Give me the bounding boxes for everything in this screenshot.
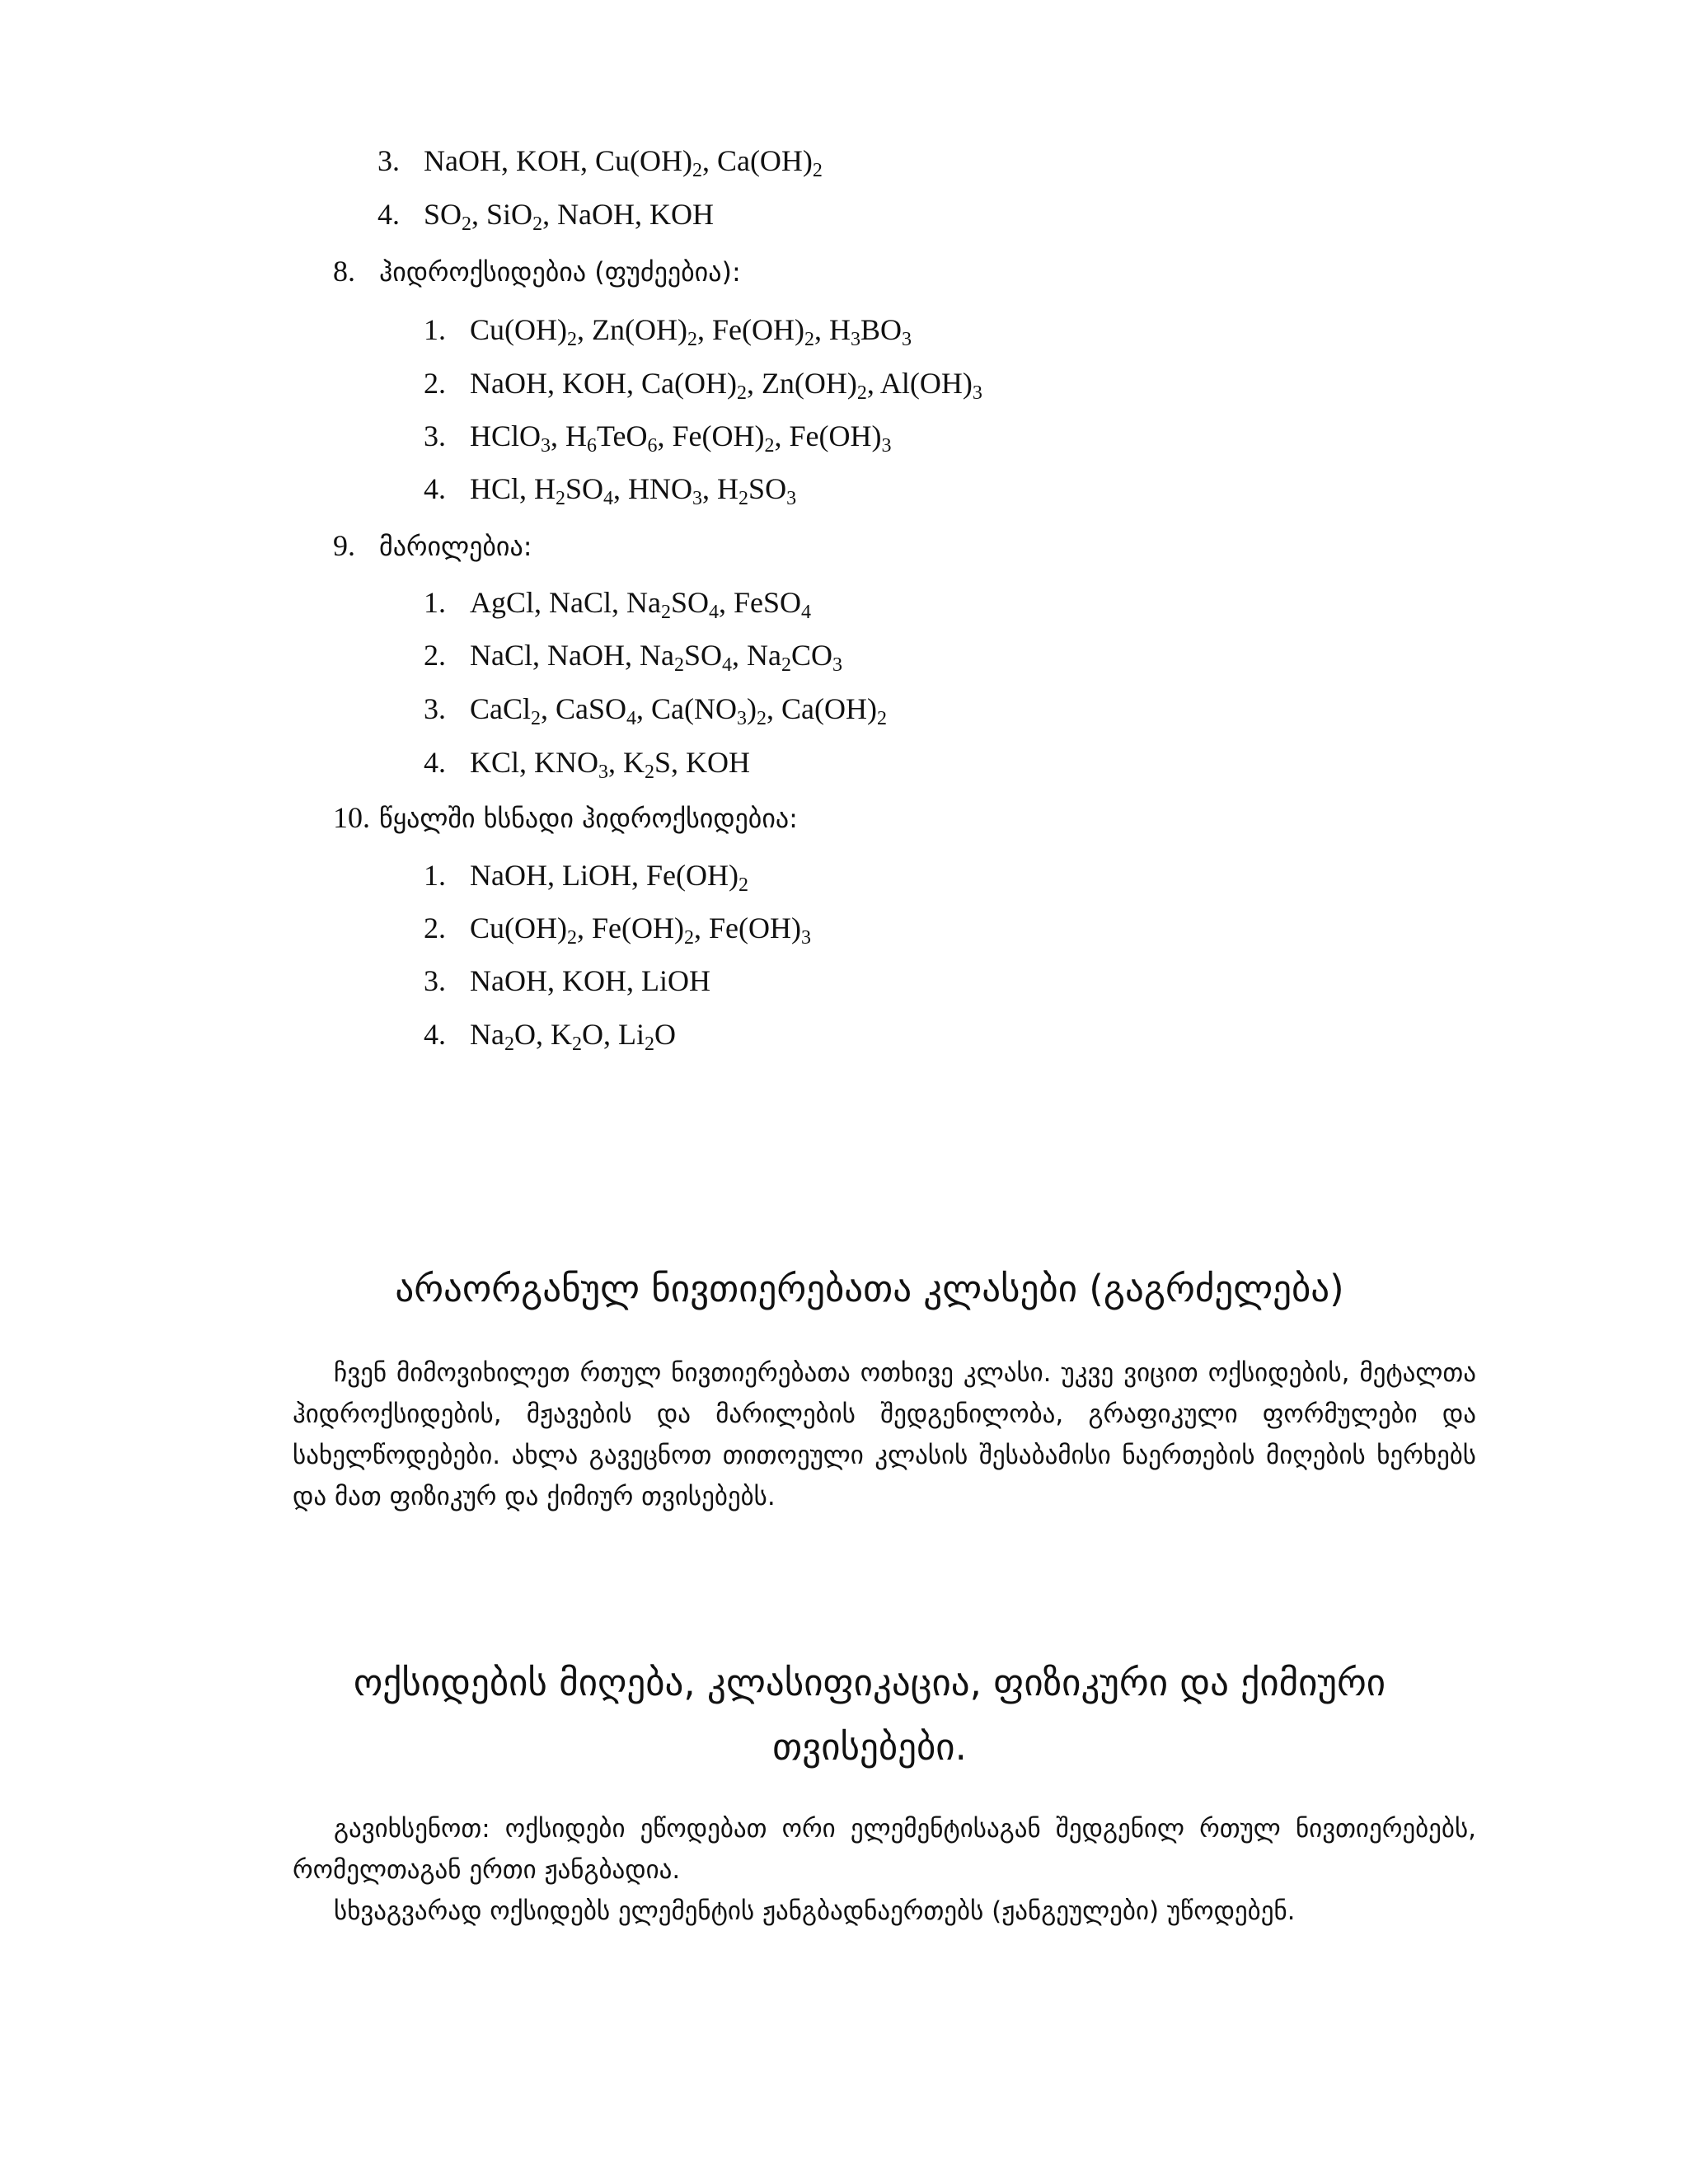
formula-text: HClO [470,419,542,452]
subscript: 2 [736,382,747,404]
section-2-paragraph-1: გავიხსენოთ: ოქსიდები ეწოდებათ ორი ელემენტისაგან შედგენილ რთულ ნივთიერებებს, რომელთაგან ერთი ჟანგბადია. [293,1814,1476,1885]
formula-text: CO [790,639,832,672]
section-2-paragraphs [293,1808,1476,1932]
subscript: 2 [645,762,655,783]
subscript: 2 [531,708,542,729]
section-2-title: ოქსიდების მიღება, კლასიფიკაცია, ფიზიკური და ქიმიური თვისებები. [353,1661,1386,1769]
subscript: 2 [532,213,543,235]
formula-text: AgCl, NaCl, Na [470,586,661,619]
q8-option-4: 4. HCl, $H_2SO_4$, $HNO_3$, $H_2SO_3$ [424,472,797,509]
formula-text: , Ca(NO [636,692,738,725]
formula-text: , Al(OH) [866,367,973,400]
q10-option-4: 4. $Na_2O$, $K_2O$, $Li_2O$ [424,1018,676,1055]
subscript: 3 [832,654,842,676]
subscript: 2 [804,329,814,350]
formula-text: , K [608,746,645,779]
q8-option-3: 3. HClO$_3$, $H_6TeO_6$, $Fe(OH)_2$, $Fe(OH)_3$ [424,419,892,457]
subscript: 3 [598,762,609,783]
question-9: 9. მარილებია: [333,529,532,562]
subscript: 2 [876,708,887,729]
subscript: 2 [462,213,472,235]
formula-text: , Na [731,639,781,672]
subscript: 3 [541,435,551,457]
formula-text: , Fe(OH) [774,419,882,452]
q7-option-3: 3. NaOH, KOH, $Cu(OH)_2$, $Ca(OH)_2$ [377,144,823,181]
subscript: 2 [556,488,566,509]
formula-text: O, K [513,1018,572,1051]
formula-text: NaOH, KOH, Ca(OH) [470,367,737,400]
q9-option-1: 1. AgCl, NaCl, $Na_2SO_4$, FeSO$_4$ [424,586,812,623]
q10-option-3: 3. NaOH, KOH, LiOH [424,964,710,997]
subscript: 4 [626,708,637,729]
formula-text: SO [748,472,787,505]
formula-text: , Zn(OH) [746,367,857,400]
formula-text: SO [424,198,462,231]
subscript: 2 [781,654,791,676]
subscript: 3 [737,708,748,729]
formula-text: BO [860,313,902,346]
section-1-paragraph: ჩვენ მიმოვიხილეთ რთულ ნივთიერებათა ოთხივე კლასი. უკვე ვიცით ოქსიდების, მეტალთა ჰიდროქსიდების, მჟავების და მარილების შედგენილობა, გრაფიკული ფორმულები და სახელწოდებები. ახლა გავეცნოთ თითოეული კლასის შესაბამისი ნაერთების მიღების ხერხებს და მათ ფიზიკურ და ქიმიურ თვისებებს. [293,1358,1476,1511]
q8-option-2: 2. NaOH, KOH, $Ca(OH)_2$, $Zn(OH)_2$, $Al(OH)_3$ [424,367,982,404]
formula-text: , HNO [613,472,693,505]
subscript: 6 [587,435,598,457]
subscript: 2 [856,382,867,404]
section-1-title: არაორგანულ ნივთიერებათა კლასები (გაგრძელება) [395,1267,1344,1310]
formula-text: , Ca(OH) [701,144,813,177]
subscript: 6 [647,435,658,457]
formula-text: ) [747,692,757,725]
subscript: 2 [660,602,671,623]
formula-text: , Ca(OH) [767,692,877,725]
q9-option-4: 4. KCl, $KNO_3$, $K_2S$, KOH [424,746,751,783]
subscript: 2 [687,329,697,350]
formula-text: NaCl, NaOH, Na [470,639,674,672]
formula-text: , H [702,472,739,505]
formula-text: NaOH, KOH, LiOH [470,964,710,997]
q9-option-2: 2. NaCl, NaOH, $Na_2SO_4$, $Na_2CO_3$ [424,639,842,676]
formula-text: , Fe(OH) [696,313,804,346]
subscript: 2 [571,1033,582,1055]
subscript: 2 [738,874,748,896]
q10-option-2: 2. $Cu(OH)_2$, $Fe(OH)_2$, $Fe(OH)_3$ [424,912,811,949]
formula-text: HCl, H [470,472,556,505]
subscript: 2 [673,654,684,676]
formula-text: , Fe(OH) [576,912,684,944]
section-2-paragraph-2: სხვაგვარად ოქსიდებს ელემენტის ჟანგბადნაერთებს (ჟანგეულები) უწოდებენ. [334,1896,1296,1926]
subscript: 3 [850,329,860,350]
formula-text: , NaOH, KOH [542,198,715,231]
subscript: 2 [566,329,577,350]
formula-text: TeO [597,419,648,452]
formula-text: SO [670,586,710,619]
formula-text: , Zn(OH) [576,313,687,346]
subscript: 3 [800,927,811,949]
subscript: 2 [644,1033,654,1055]
formula-text: SO [683,639,722,672]
q9-option-3: 3. CaCl$_2$, CaSO$_4$, $Ca(NO_3)_2$, $Ca(OH)_2$ [424,692,887,729]
subscript: 4 [709,602,720,623]
formula-text: , H [551,419,588,452]
formula-text: S, KOH [654,746,751,779]
formula-text: KCl, KNO [470,746,599,779]
formula-text: Cu(OH) [470,313,567,346]
subscript: 2 [692,160,702,181]
question-10: 10. წყალში ხსნადი ჰიდროქსიდებია: [333,801,798,834]
q10-option-1: 1. NaOH, LiOH, $Fe(OH)_2$ [424,859,748,896]
subscript: 3 [901,329,912,350]
formula-text: O, Li [581,1018,645,1051]
subscript: 3 [972,382,982,404]
formula-text: , H [814,313,851,346]
subscript: 2 [683,927,694,949]
formula-text: Na [470,1018,504,1051]
formula-text: , Fe(OH) [693,912,801,944]
subscript: 2 [738,488,749,509]
formula-text: , SiO [471,198,533,231]
subscript: 3 [692,488,703,509]
subscript: 4 [721,654,732,676]
subscript: 2 [757,708,767,729]
q7-option-4: 4. $SO_2$, SiO$_2$, NaOH, KOH [377,198,715,235]
formula-text: NaOH, LiOH, Fe(OH) [470,859,738,892]
subscript: 2 [504,1033,514,1055]
formula-text: O [654,1018,676,1051]
subscript: 4 [603,488,614,509]
subscript: 2 [812,160,823,181]
subscript: 4 [801,602,812,623]
formula-text: , Fe(OH) [657,419,765,452]
subscript: 2 [566,927,577,949]
formula-text: , FeSO [719,586,802,619]
subscript: 3 [786,488,797,509]
subscript: 2 [764,435,775,457]
formula-text: Cu(OH) [470,912,567,944]
formula-text: SO [565,472,604,505]
formula-text: , CaSO [541,692,627,725]
subscript: 3 [881,435,892,457]
q8-option-1: 1. $Cu(OH)_2$, $Zn(OH)_2$, $Fe(OH)_2$, $H_3BO_3$ [424,313,912,350]
formula-text: CaCl [470,692,532,725]
question-8: 8. ჰიდროქსიდებია (ფუძეებია): [333,255,741,288]
formula-text: NaOH, KOH, Cu(OH) [424,144,692,177]
